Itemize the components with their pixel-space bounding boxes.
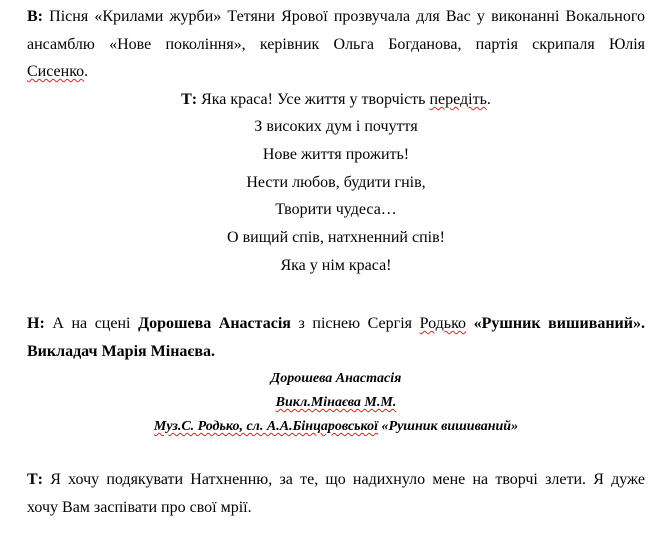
speaker-t: Т:: [181, 91, 198, 108]
poem-text: Яка краса! Усе життя у творчість: [197, 91, 430, 108]
poem-line-3: Нове життя прожить!: [262, 146, 410, 163]
credit-performer: Дорошева Анастасія: [270, 371, 402, 386]
paragraph-v-line-1: [27, 7, 645, 27]
poem-line-6: О вищий спів, натхненний спів!: [227, 229, 445, 246]
credit-line-1: [0, 369, 672, 389]
spellcheck-word: передіть: [429, 91, 487, 108]
paragraph-t-line-1: [27, 470, 645, 490]
credit-line-3: [0, 417, 672, 437]
paragraph-n-line-2: [27, 342, 645, 362]
credit-song: «Рушник вишиваний»: [378, 419, 519, 434]
credit-teacher: Викл.Мінаєва М.М.: [275, 395, 397, 410]
paragraph-text: з піснею Сергія: [290, 315, 420, 332]
poem-line-7: Яка у нім краса!: [280, 257, 392, 274]
speaker-v: В:: [27, 8, 43, 25]
paragraph-text: Я хочу подякувати Натхненню, за те, що надихнуло мене на творчі злети. Я дуже: [43, 471, 645, 488]
poem-line-1: [0, 90, 672, 110]
paragraph-v-line-3: [27, 62, 645, 82]
paragraph-text: А на сцені: [44, 315, 139, 332]
speaker-t: Т:: [27, 471, 43, 488]
poem-text: .: [486, 91, 491, 108]
paragraph-text: .: [84, 63, 89, 80]
credit-authors: Муз.С. Родько, сл. А.А.Бінцаровської: [153, 419, 379, 434]
poem-line-4: Нести любов, будити гнів,: [246, 174, 426, 191]
poem-line-5: Творити чудеса…: [275, 201, 397, 218]
paragraph-v-line-2: ансамблю «Нове покоління», керівник Ольга Богданова, партія скрипаля Юлія: [27, 36, 645, 53]
spellcheck-word: Сисенко: [27, 63, 85, 80]
teacher-name: Викладач Марія Мінаєва.: [27, 343, 215, 360]
credit-line-2: [0, 393, 672, 413]
song-title: «Рушник вишиваний».: [473, 315, 645, 332]
spellcheck-word: Родько: [419, 315, 467, 332]
paragraph-t-line-2: хочу Вам заспівати про свої мрії.: [27, 499, 252, 516]
paragraph-n-line-1: [27, 314, 645, 334]
performer-name: Дорошева Анастасія: [138, 315, 291, 332]
speaker-n: Н:: [27, 315, 45, 332]
poem-line-2: З високих дум і почуття: [254, 118, 418, 135]
paragraph-text: Пісня «Крилами журби» Тетяни Ярової прозвучала для Вас у виконанні Вокального: [43, 8, 645, 25]
paragraph-text: [466, 315, 474, 332]
